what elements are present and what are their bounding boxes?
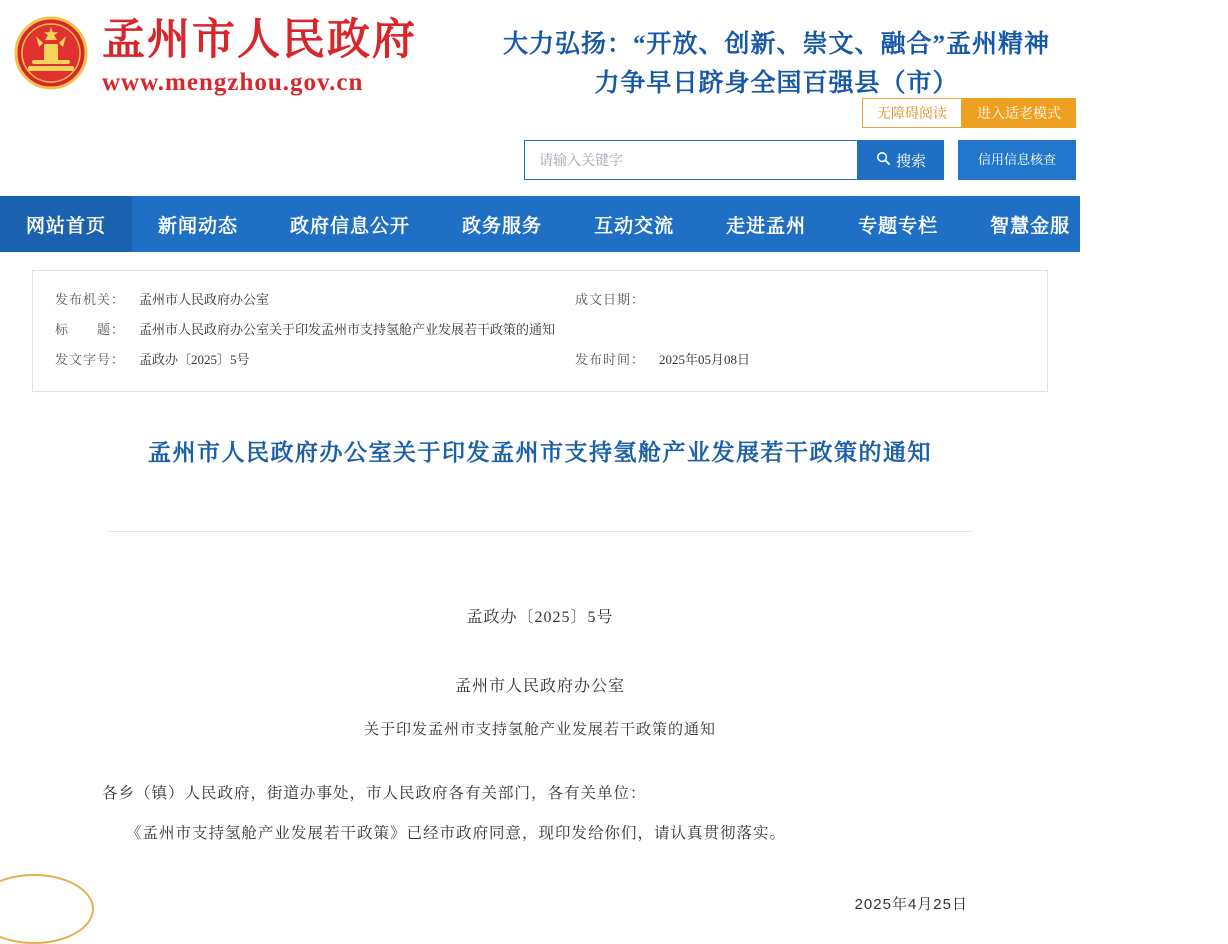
search-button[interactable] bbox=[858, 140, 944, 180]
search-icon bbox=[876, 151, 891, 170]
meta-docnum-value: 孟政办〔2025〕5号 bbox=[139, 352, 250, 367]
meta-docnum-label: 发文字号： bbox=[55, 352, 126, 367]
site-header bbox=[0, 0, 1080, 196]
document-date: 2025年4月25日 bbox=[854, 895, 968, 913]
meta-formed-date-label: 成文日期： bbox=[575, 292, 646, 307]
nav-item-interaction[interactable]: 互动交流 bbox=[594, 215, 675, 237]
title-divider bbox=[108, 531, 972, 532]
search-button-label: 搜索 bbox=[895, 152, 926, 170]
elder-mode-button[interactable]: 进入适老模式 bbox=[962, 98, 1076, 128]
meta-row bbox=[55, 315, 1025, 345]
meta-publish-time bbox=[575, 345, 750, 375]
document-meta-box bbox=[32, 270, 1048, 392]
nav-item-topics[interactable]: 专题专栏 bbox=[858, 215, 939, 237]
meta-publish-time-value: 2025年05月08日 bbox=[659, 352, 751, 367]
credit-check-button[interactable]: 信用信息核查 bbox=[958, 140, 1076, 180]
meta-publisher bbox=[55, 285, 575, 315]
accessibility-button[interactable]: 无障碍阅读 bbox=[862, 98, 962, 128]
meta-row bbox=[55, 285, 1025, 315]
nav-item-home[interactable]: 网站首页 bbox=[0, 196, 132, 252]
main-navigation bbox=[0, 196, 1203, 252]
site-title: 孟州市人民政府 bbox=[102, 17, 417, 64]
nav-item-news[interactable]: 新闻动态 bbox=[158, 215, 239, 237]
document-issuing-org: 孟州市人民政府办公室 bbox=[454, 677, 625, 695]
meta-formed-date bbox=[575, 285, 659, 315]
page-title: 孟州市人民政府办公室关于印发孟州市支持氢舱产业发展若干政策的通知 bbox=[148, 440, 932, 465]
top-utility-buttons bbox=[862, 98, 1076, 128]
page-content bbox=[0, 252, 1080, 914]
slogan-line-2: 力争早日跻身全国百强县（市） bbox=[594, 69, 959, 97]
national-emblem-icon bbox=[14, 16, 88, 90]
nav-item-smart-finance[interactable]: 智慧金服 bbox=[990, 215, 1071, 237]
document-subtitle: 关于印发孟州市支持氢舱产业发展若干政策的通知 bbox=[363, 721, 716, 738]
document-paragraph-2: 《孟州市支持氢舱产业发展若干政策》已经市政府同意，现印发给你们，请认真贯彻落实。 bbox=[126, 824, 787, 842]
site-slogan bbox=[481, 26, 1072, 104]
meta-publish-time-label: 发布时间： bbox=[575, 352, 646, 367]
search-input[interactable] bbox=[537, 151, 845, 169]
meta-docnum bbox=[55, 345, 575, 375]
meta-subject bbox=[55, 315, 555, 345]
meta-publisher-label: 发布机关： bbox=[55, 292, 126, 307]
meta-subject-label: 标 题： bbox=[55, 322, 126, 337]
site-brand[interactable] bbox=[102, 18, 417, 97]
nav-item-gov-info[interactable]: 政府信息公开 bbox=[290, 215, 411, 237]
nav-item-about-mengzhou[interactable]: 走进孟州 bbox=[726, 215, 807, 237]
document-paragraph-1: 各乡（镇）人民政府，街道办事处，市人民政府各有关部门，各有关单位： bbox=[102, 784, 647, 802]
document-body bbox=[32, 604, 1048, 914]
nav-item-gov-services[interactable]: 政务服务 bbox=[462, 215, 543, 237]
document-number: 孟政办〔2025〕5号 bbox=[466, 608, 614, 626]
slogan-line-1: 大力弘扬：“开放、创新、崇文、融合”孟州精神 bbox=[502, 31, 1050, 58]
search-area bbox=[524, 140, 1076, 180]
meta-subject-value: 孟州市人民政府办公室关于印发孟州市支持氢舱产业发展若干政策的通知 bbox=[139, 322, 556, 337]
search-input-wrapper[interactable] bbox=[524, 140, 858, 180]
site-url: www.mengzhou.gov.cn bbox=[102, 69, 364, 97]
meta-row bbox=[55, 345, 1025, 375]
meta-publisher-value: 孟州市人民政府办公室 bbox=[139, 292, 270, 307]
nav-item-sitemap[interactable]: 网站地图 bbox=[1122, 215, 1203, 237]
